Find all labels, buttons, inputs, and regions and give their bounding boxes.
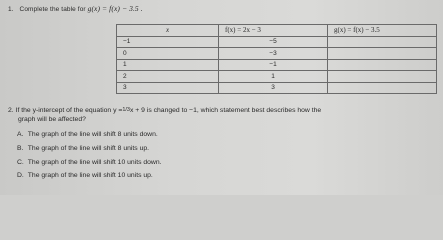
- table-row: [117, 59, 437, 71]
- table-row: [117, 82, 437, 94]
- question-2-line-1: [8, 106, 321, 115]
- table-header-row: [117, 25, 437, 37]
- question-2-text-after: is changed to −1, which statement best describes how the: [146, 107, 322, 114]
- table-cell-f: 3: [219, 82, 328, 94]
- table-cell-g[interactable]: [328, 71, 437, 83]
- question-2-text-before: If the y-intercept of the equation: [15, 107, 112, 114]
- question-1-text: Complete the table for: [19, 6, 86, 13]
- question-2: [8, 106, 321, 124]
- choice-letter: A.: [17, 131, 24, 138]
- table-cell-x: 3: [117, 82, 219, 94]
- table-cell-g[interactable]: [328, 48, 437, 60]
- table-cell-f: −3: [219, 48, 328, 60]
- table-header-x: x: [117, 25, 219, 37]
- function-table: [116, 24, 437, 94]
- table-header-g: g(x) = f(x) − 3.5: [328, 25, 437, 37]
- choice-text: The graph of the line will shift 10 units up.: [27, 172, 153, 180]
- table-cell-g[interactable]: [328, 82, 437, 94]
- question-1-number: 1.: [8, 6, 14, 13]
- choice-text: The graph of the line will shift 8 units down.: [27, 131, 158, 138]
- choice-d[interactable]: [17, 172, 162, 186]
- table-row: [117, 36, 437, 48]
- table-cell-g[interactable]: [328, 36, 437, 48]
- table-row: [117, 48, 437, 60]
- table-cell-g[interactable]: [328, 59, 437, 71]
- question-1: [8, 4, 143, 13]
- table-cell-f: −5: [219, 36, 328, 48]
- choice-letter: B.: [17, 144, 24, 152]
- table-cell-x: −1: [117, 36, 219, 48]
- table-cell-x: 0: [117, 48, 219, 60]
- choice-text: The graph of the line will shift 8 units up.: [27, 144, 150, 152]
- equation-lhs: y =: [113, 107, 123, 114]
- table-cell-f: −1: [219, 59, 328, 71]
- answer-choices: [17, 131, 162, 186]
- question-2-line-2: graph will be affected?: [18, 116, 86, 123]
- table-cell-f: 1: [219, 71, 328, 83]
- choice-letter: D.: [17, 172, 24, 180]
- choice-text: The graph of the line will shift 10 units down.: [27, 158, 162, 166]
- choice-c[interactable]: [17, 159, 162, 173]
- question-1-function: g(x) = f(x) − 3.5 .: [87, 4, 143, 13]
- equation-fraction: 1/3: [122, 107, 130, 113]
- table-row: [117, 71, 437, 83]
- choice-letter: C.: [17, 158, 24, 166]
- choice-a[interactable]: [17, 131, 162, 145]
- question-2-number: 2.: [8, 107, 14, 114]
- table-cell-x: 2: [117, 71, 219, 83]
- equation-rhs: x + 9: [129, 107, 145, 114]
- table-header-f: f(x) = 2x − 3: [219, 25, 328, 37]
- choice-b[interactable]: [17, 145, 162, 159]
- table-cell-x: 1: [117, 59, 219, 71]
